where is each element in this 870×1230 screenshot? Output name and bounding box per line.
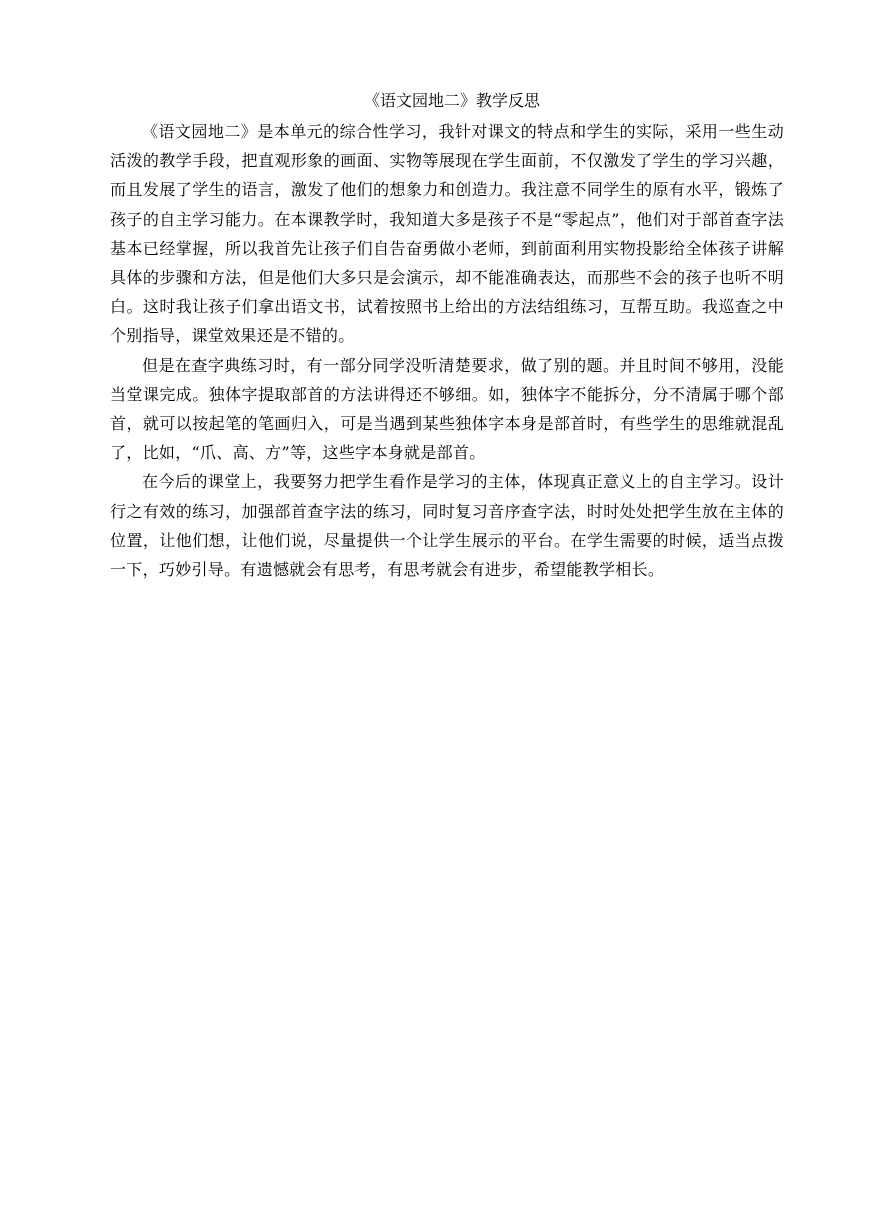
paragraph-1: 《语文园地二》是本单元的综合性学习，我针对课文的特点和学生的实际，采用一些生动活泼的教学手段，把直观形象的画面、实物等展现在学生面前，不仅激发了学生的学习兴趣，而且发展了学生的语言，激发了他们的想象力和创造力。我注意不同学生的原有水平，锻炼了孩子的自主学习能力。在本课教学时，我知道大多是孩子不是“零起点”，他们对于部首查字法基本已经掌握，所以我首先让孩子们自告奋勇做小老师，到前面利用实物投影给全体孩子讲解具体的步骤和方法，但是他们大多只是会演示，却不能准确表达，而那些不会的孩子也听不明白。这时我让孩子们拿出语文书，试着按照书上给出的方法结组练习，互帮互助。我巡查之中个别指导，课堂效果还是不错的。 bbox=[110, 122, 784, 346]
paragraph-3: 在今后的课堂上，我要努力把学生看作是学习的主体，体现真正意义上的自主学习。设计行之有效的练习，加强部首查字法的练习，同时复习音序查字法，时时处处把学生放在主体的位置，让他们想，让他们说，尽量提供一个让学生展示的平台。在学生需要的时候，适当点拨一下，巧妙引导。有遗憾就会有思考，有思考就会有进步，希望能教学相长。 bbox=[110, 472, 784, 580]
document-body bbox=[110, 88, 784, 584]
document-title: 《语文园地二》教学反思 bbox=[363, 91, 540, 110]
paragraph-2: 但是在查字典练习时，有一部分同学没听清楚要求，做了别的题。并且时间不够用，没能当堂课完成。独体字提取部首的方法讲得还不够细。如，独体字不能拆分，分不清属于哪个部首，就可以按起笔的笔画归入，可是当遇到某些独体字本身是部首时，有些学生的思维就混乱了，比如，“爪、高、方”等，这些字本身就是部首。 bbox=[110, 355, 784, 463]
